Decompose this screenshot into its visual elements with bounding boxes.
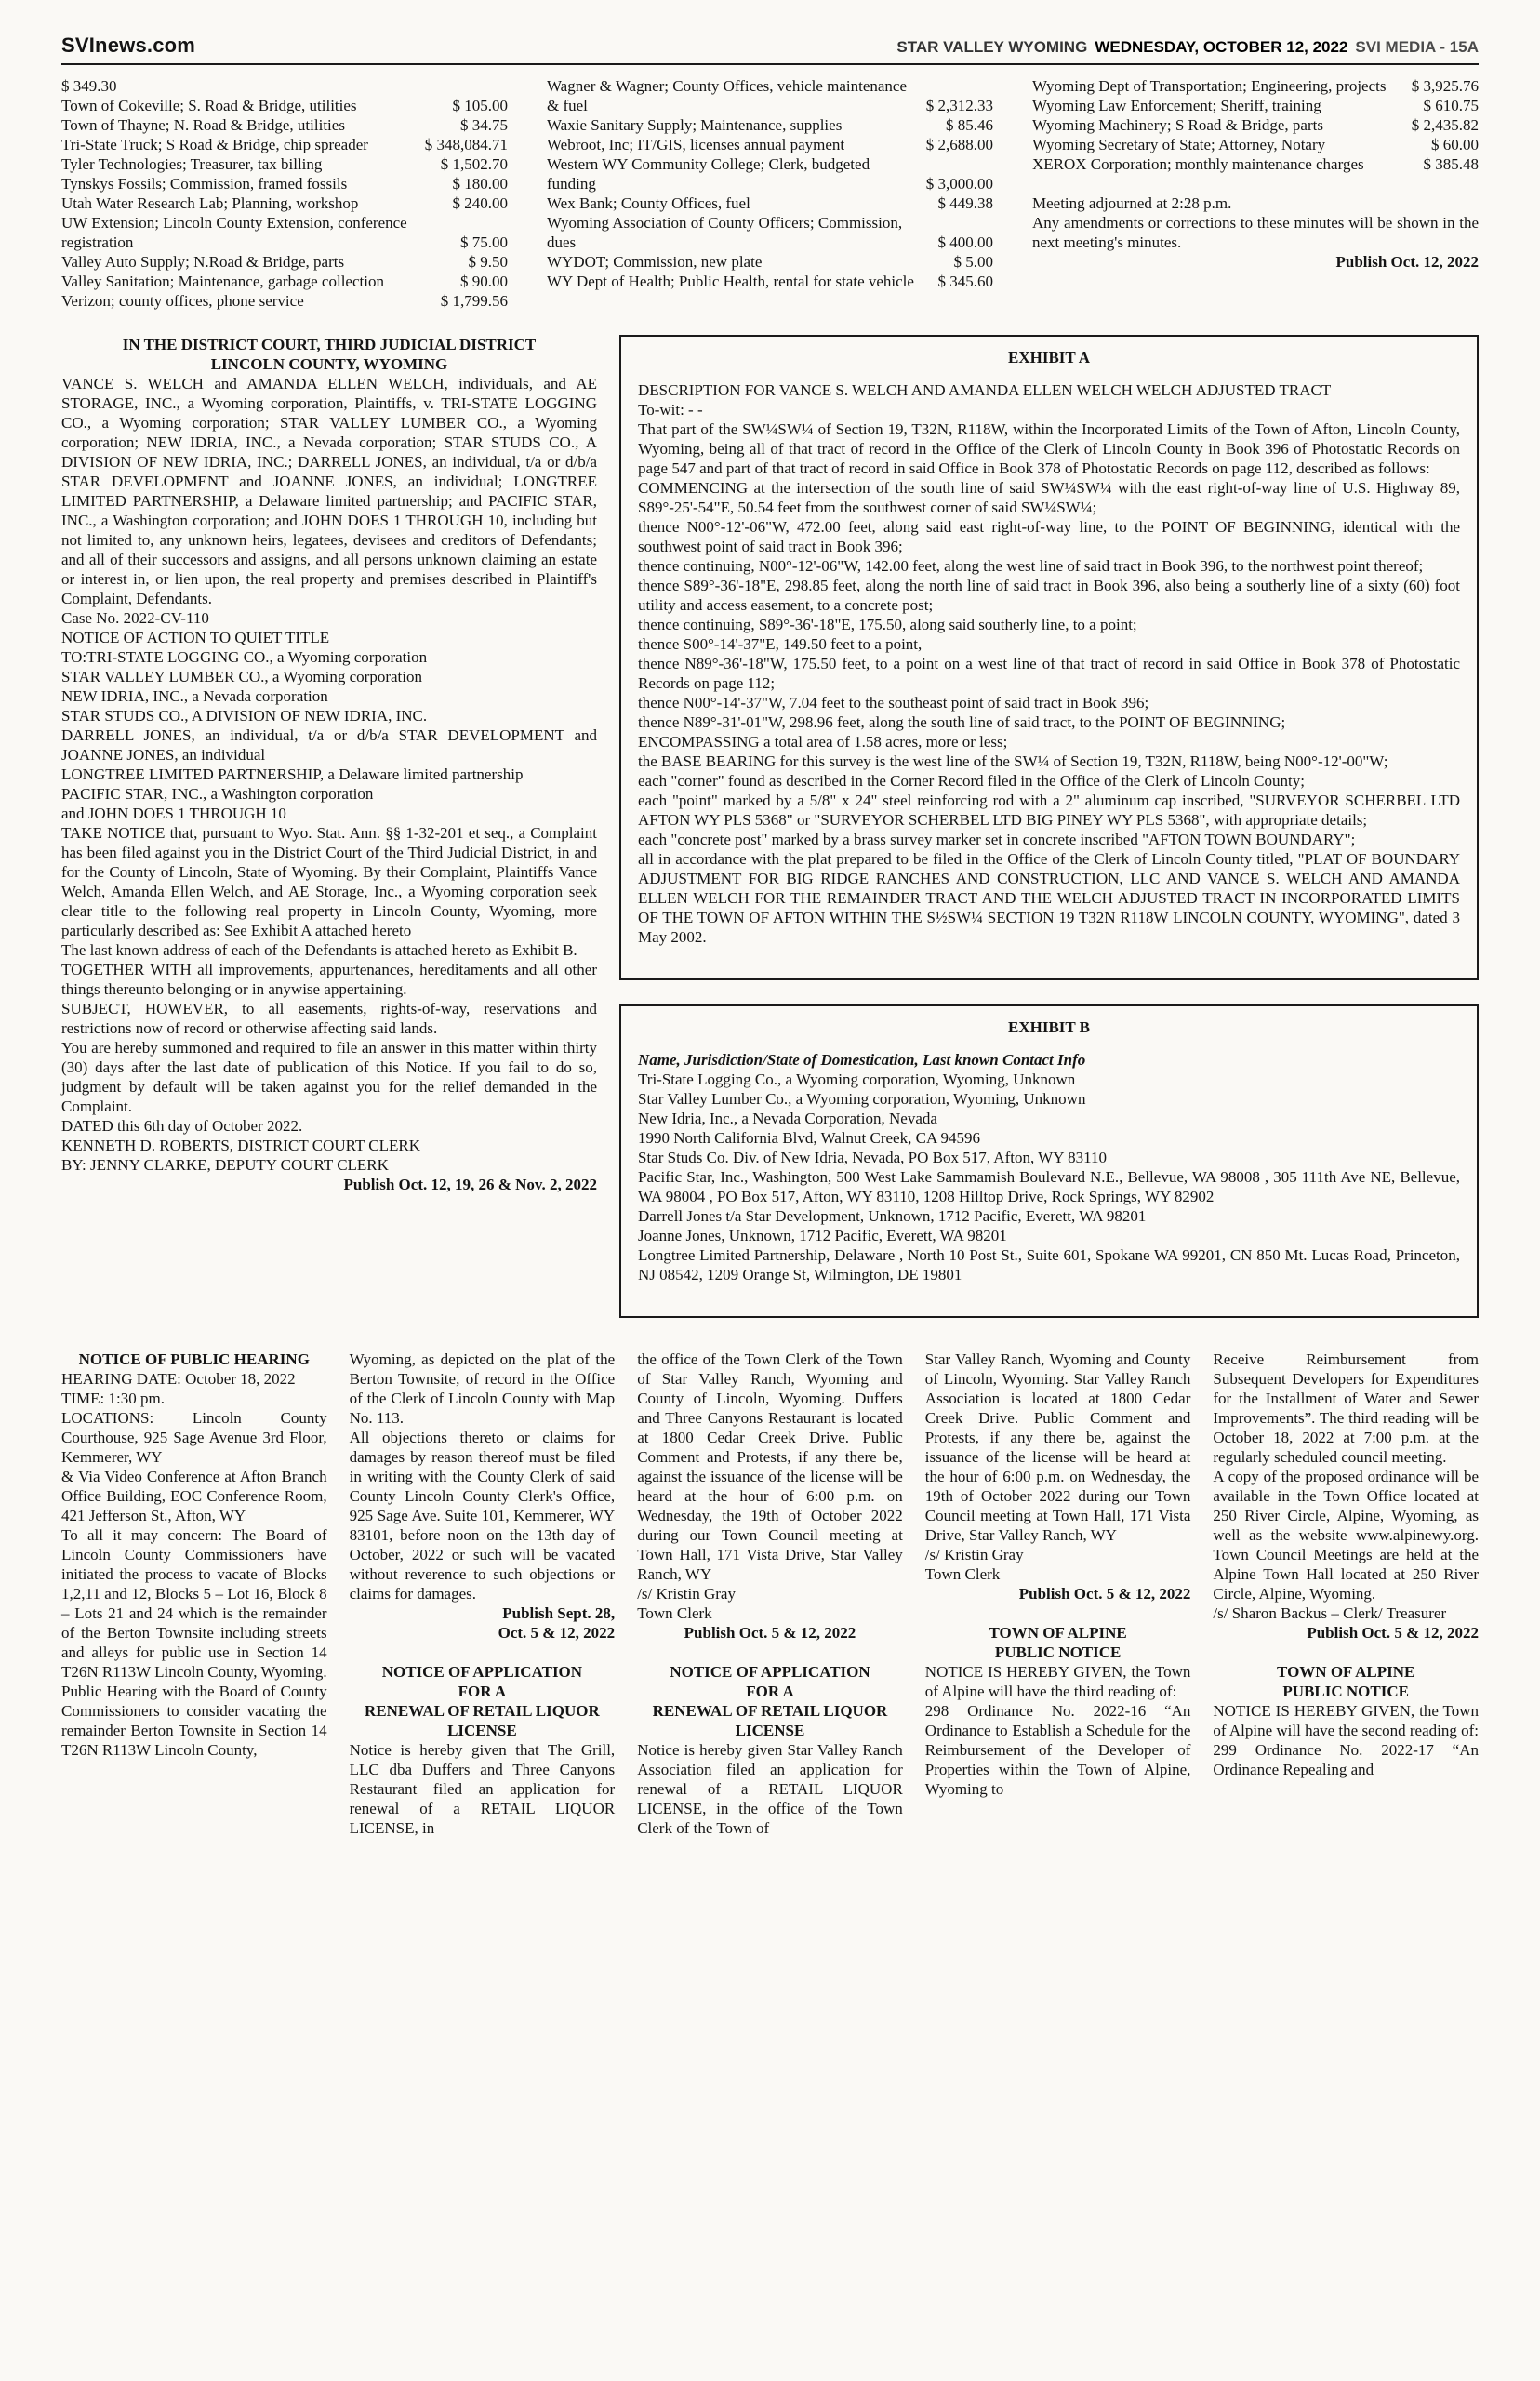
expense-row	[61, 135, 508, 154]
exhibit-line: Darrell Jones t/a Star Development, Unknown, 1712 Pacific, Everett, WA 98201	[638, 1207, 1147, 1225]
notice-paragraph	[350, 1643, 616, 1662]
notice-paragraph: NOTICE IS HEREBY GIVEN, the Town of Alpine will have the third reading of:	[924, 1663, 1191, 1700]
exhibit-paragraph: the BASE BEARING for this survey is the west line of the SW¼ of Section 19, T32N, R118W, being N00°-12'-00"W;	[638, 752, 1388, 770]
site-name: SVInews.com	[61, 33, 196, 57]
notice-paragraph: LICENSE	[735, 1722, 805, 1739]
exhibit-paragraph: thence N00°-12'-06"W, 472.00 feet, along said east right-of-way line, to the POINT OF BEGINNING, identical with the southwest point of said tract in Book 396;	[638, 518, 1460, 555]
notice-paragraph: PUBLIC NOTICE	[994, 1643, 1122, 1661]
expense-description: Wagner & Wagner; County Offices, vehicle maintenance & fuel	[547, 77, 908, 114]
expense-amount: $ 9.50	[468, 253, 508, 271]
expense-amount: $ 5.00	[953, 253, 993, 271]
expense-description: Waxie Sanitary Supply; Maintenance, supplies	[547, 116, 843, 134]
region-label: STAR VALLEY WYOMING	[896, 38, 1088, 56]
expense-row	[61, 96, 508, 115]
expenses-column-2	[547, 76, 993, 311]
expense-row	[1032, 115, 1479, 135]
expense-amount: $ 2,435.82	[1411, 116, 1479, 134]
notice-paragraph	[1213, 1643, 1479, 1662]
text-block: $ 349.30	[61, 77, 117, 95]
exhibit-paragraph: thence continuing, S89°-36'-18"E, 175.50, along said southerly line, to a point;	[638, 616, 1137, 633]
exhibit-line: Pacific Star, Inc., Washington, 500 West Lake Sammamish Boulevard N.E., Bellevue, WA 98008 , 305 111th Ave NE, Bellevue, WA 98004 , PO Box 517, Afton, WY 83110, 1208 Hilltop Drive, Rock Springs, WY 82902	[638, 1168, 1460, 1205]
notice-paragraph: STAR STUDS CO., A DIVISION OF NEW IDRIA, INC.	[61, 707, 428, 725]
text-block	[1032, 174, 1479, 193]
expense-amount: $ 1,799.56	[440, 292, 508, 310]
notice-paragraph: Publish Oct. 12, 19, 26 & Nov. 2, 2022	[343, 1176, 597, 1193]
notice-column-1	[61, 1350, 327, 1838]
notice-paragraph: RENEWAL OF RETAIL LIQUOR	[365, 1702, 600, 1720]
county-expenses-section	[61, 76, 1479, 311]
exhibit-paragraph: thence N89°-31'-01"W, 298.96 feet, along the south line of said tract, to the POINT OF BEGINNING;	[638, 713, 1286, 731]
expense-amount: $ 3,000.00	[925, 175, 993, 193]
exhibit-paragraph: each "corner" found as described in the Corner Record filed in the Office of the Clerk of Lincoln County;	[638, 772, 1305, 790]
expense-row	[547, 76, 993, 115]
notice-paragraph: PACIFIC STAR, INC., a Washington corporation	[61, 785, 374, 803]
expense-row	[61, 193, 508, 213]
expense-row	[547, 272, 993, 291]
expense-description: Western WY Community College; Clerk, budgeted funding	[547, 155, 870, 193]
exhibit-paragraph: DESCRIPTION FOR VANCE S. WELCH AND AMANDA ELLEN WELCH WELCH ADJUSTED TRACT	[638, 381, 1332, 399]
exhibit-b-box	[619, 1004, 1479, 1318]
expense-description: XEROX Corporation; monthly maintenance charges	[1032, 155, 1364, 173]
expenses-col1-lead	[61, 76, 508, 96]
expense-amount: $ 34.75	[460, 116, 508, 134]
exhibit-line: Star Studs Co. Div. of New Idria, Nevada, PO Box 517, Afton, WY 83110	[638, 1149, 1107, 1166]
notice-paragraph: Public Hearing with the Board of County Commissioners to consider vacating the remainder Berton Townsite in Section 14 T26N R113W Lincoln County,	[61, 1683, 327, 1759]
expenses-col2-rows	[547, 76, 993, 291]
notice-paragraph: DARRELL JONES, an individual, t/a or d/b/a STAR DEVELOPMENT and JOANNE JONES, an individual	[61, 726, 597, 764]
exhibit-line: Star Valley Lumber Co., a Wyoming corporation, Wyoming, Unknown	[638, 1090, 1086, 1108]
expense-amount: $ 385.48	[1423, 155, 1479, 173]
exhibit-paragraph: thence N00°-14'-37"W, 7.04 feet to the southeast point of said tract in Book 396;	[638, 694, 1149, 712]
expense-amount: $ 348,084.71	[424, 136, 508, 153]
notice-paragraph: NOTICE OF ACTION TO QUIET TITLE	[61, 629, 330, 646]
expense-description: Wyoming Machinery; S Road & Bridge, parts	[1032, 116, 1323, 134]
notice-paragraph: All objections thereto or claims for damages by reason thereof must be filed in writing with the County Clerk of said County Lincoln County Clerk's Office, 925 Sage Ave. Suite 101, Kemmerer, WY 83101, before noon on the 13th day of October, 2022 or such will be vacated without reverence to such objections or claims for damages.	[349, 1429, 616, 1603]
exhibit-paragraph: each "concrete post" marked by a brass survey marker set in concrete inscribed "AFTON TOWN BOUNDARY";	[638, 831, 1356, 848]
expense-amount: $ 2,688.00	[925, 136, 993, 153]
notice-paragraph: Notice is hereby given Star Valley Ranch Association filed an application for renewal of a RETAIL LIQUOR LICENSE, in the office of the Town Clerk of the Town of	[637, 1741, 903, 1837]
notice-paragraph: Case No. 2022-CV-110	[61, 609, 209, 627]
notice-paragraph: Star Valley Ranch, Wyoming and County of Lincoln, Wyoming. Star Valley Ranch Association is located at 1800 Cedar Creek Drive. Public Comment and Protests, if any there be, against the issuance of the license will be heard at the hour of 6:00 p.m. on Wednesday, the 19th of October 2022 during our Town Council meeting at Town Hall, 171 Vista Drive, Star Valley Ranch, WY	[924, 1350, 1191, 1544]
text-block: Any amendments or corrections to these minutes will be shown in the next meeting's minutes.	[1032, 214, 1479, 251]
notice-paragraph: The last known address of each of the Defendants is attached hereto as Exhibit B.	[61, 941, 578, 959]
exhibit-paragraph: To-wit: - -	[638, 401, 703, 419]
expense-description: UW Extension; Lincoln County Extension, conference registration	[61, 214, 407, 251]
expense-description: WY Dept of Health; Public Health, rental for state vehicle	[547, 273, 914, 290]
notice-paragraph: Oct. 5 & 12, 2022	[498, 1624, 616, 1642]
expense-amount: $ 1,502.70	[440, 155, 508, 173]
notice-paragraph: To all it may concern: The Board of Lincoln County Commissioners have initiated the process to vacate of Blocks 1,2,11 and 12, Blocks 5 – Lot 16, Block 8 – Lots 21 and 24 which is the remainder of the Berton Townsite including streets and alleys for public use in Section 14 T26N R113W Lincoln County, Wyoming.	[61, 1526, 327, 1681]
expense-amount: $ 345.60	[937, 273, 993, 290]
exhibit-line: 1990 North California Blvd, Walnut Creek, CA 94596	[638, 1129, 981, 1147]
exhibit-paragraph: each "point" marked by a 5/8" x 24" steel reinforcing rod with a 2" aluminum cap inscribed, "SURVEYOR SCHERBEL LTD AFTON WY PLS 5368" or "SURVEYOR SCHERBEL LTD BIG PINEY WY PLS 5368", with appropriate details;	[638, 791, 1460, 829]
expense-row	[61, 115, 508, 135]
exhibit-line: New Idria, Inc., a Nevada Corporation, Nevada	[638, 1110, 937, 1127]
expense-amount: $ 610.75	[1423, 97, 1479, 114]
expense-row	[61, 154, 508, 174]
notice-column-3	[637, 1350, 903, 1838]
notice-column-2	[350, 1350, 616, 1838]
expense-amount: $ 2,312.33	[925, 97, 993, 114]
expense-row	[547, 213, 993, 252]
notice-paragraph: the office of the Town Clerk of the Town of Star Valley Ranch, Wyoming and County of Lincoln, Wyoming. Duffers and Three Canyons Restaurant is located at 1800 Cedar Creek Drive. Public Comment and Protests, if any there be, against the issuance of the license will be heard at the hour of 6:00 p.m. on Wednesday, the 19th of October 2022 during our Town Council meeting at Town Hall, 171 Vista Drive, Star Valley Ranch, WY	[637, 1350, 903, 1583]
notice-paragraph: Publish Oct. 5 & 12, 2022	[1018, 1585, 1191, 1603]
notice-paragraph: 299 Ordinance No. 2022-17 “An Ordinance Repealing and	[1213, 1741, 1479, 1778]
expense-description: Webroot, Inc; IT/GIS, licenses annual payment	[547, 136, 845, 153]
notice-paragraph: BY: JENNY CLARKE, DEPUTY COURT CLERK	[61, 1156, 389, 1174]
expense-amount: $ 180.00	[452, 175, 508, 193]
notice-paragraph: TIME: 1:30 pm.	[61, 1390, 165, 1407]
notice-paragraph: /s/ Sharon Backus – Clerk/ Treasurer	[1213, 1604, 1447, 1622]
notice-paragraph: DATED this 6th day of October 2022.	[61, 1117, 303, 1135]
expense-row	[1032, 135, 1479, 154]
page-folio	[896, 37, 1479, 57]
public-notices-section	[61, 1350, 1479, 1838]
expenses-col1-rows	[61, 96, 508, 311]
notice-paragraph: TOWN OF ALPINE	[1277, 1663, 1415, 1681]
expenses-column-3	[1032, 76, 1479, 311]
minutes-closing	[1032, 174, 1479, 272]
notice-paragraph: IN THE DISTRICT COURT, THIRD JUDICIAL DISTRICT	[122, 336, 537, 353]
notice-paragraph: & Via Video Conference at Afton Branch Office Building, EOC Conference Room, 421 Jefferson St., Afton, WY	[61, 1468, 327, 1524]
expense-description: Town of Cokeville; S. Road & Bridge, utilities	[61, 97, 357, 114]
notice-paragraph: TOGETHER WITH all improvements, appurtenances, hereditaments and all other things thereunto belonging or in anywise appertaining.	[61, 961, 597, 998]
exhibit-line: Longtree Limited Partnership, Delaware , North 10 Post St., Suite 601, Spokane WA 99201, CN 850 Mt. Lucas Road, Princeton, NJ 08542, 1209 Orange St, Wilmington, DE 19801	[638, 1246, 1460, 1284]
exhibit-a-body	[638, 380, 1460, 947]
exhibit-paragraph: all in accordance with the plat prepared to be filed in the Office of the Clerk of Lincoln County titled, "PLAT OF BOUNDARY ADJUSTMENT FOR BIG RIDGE RANCHES AND CONSTRUCTION, LLC AND VANCE S. WELCH AND AMANDA ELLEN WELCH FOR THE REMAINDER TRACT AND THE WELCH ADJUSTED TRACT IN INCORPORATED LIMITS OF THE TOWN OF AFTON WITHIN THE S½SW¼ SECTION 19 T32N R118W LINCOLN COUNTY, WYOMING", dated 3 May 2002.	[638, 850, 1460, 946]
notice-paragraph: LOCATIONS: Lincoln County Courthouse, 925 Sage Avenue 3rd Floor, Kemmerer, WY	[61, 1409, 327, 1466]
expense-row	[547, 252, 993, 272]
notice-paragraph: RENEWAL OF RETAIL LIQUOR	[652, 1702, 888, 1720]
notice-paragraph: TOWN OF ALPINE	[989, 1624, 1127, 1642]
exhibits-column	[619, 335, 1479, 1318]
exhibit-a-box	[619, 335, 1479, 980]
exhibit-line: Joanne Jones, Unknown, 1712 Pacific, Everett, WA 98201	[638, 1227, 1007, 1244]
issue-date: WEDNESDAY, OCTOBER 12, 2022	[1095, 38, 1348, 56]
notice-paragraph: A copy of the proposed ordinance will be available in the Town Office located at 250 River Circle, Alpine, Wyoming, as well as the website www.alpinewy.org. Town Council Meetings are held at the Alpine Town Hall located at 250 River Circle, Alpine, Wyoming.	[1213, 1468, 1479, 1603]
expense-description: Tynskys Fossils; Commission, framed fossils	[61, 175, 348, 193]
exhibit-a-title: EXHIBIT A	[1007, 349, 1091, 366]
notice-col1-body	[61, 1350, 327, 1760]
notice-paragraph: 298 Ordinance No. 2022-16 “An Ordinance to Establish a Schedule for the Reimbursement of the Developer of Properties within the Town of Alpine, Wyoming to	[924, 1702, 1191, 1798]
exhibit-paragraph: COMMENCING at the intersection of the south line of said SW¼SW¼ with the east right-of-way line of U.S. Highway 89, S89°-25'-54"E, 50.54 feet from the southwest corner of said SW¼SW¼;	[638, 479, 1460, 516]
notice-paragraph: Receive Reimbursement from Subsequent Developers for Expenditures for the Installment of Water and Sewer Improvements”. The third reading will be October 18, 2022 at 7:00 p.m. at the regularly scheduled council meeting.	[1213, 1350, 1479, 1466]
expense-row	[61, 252, 508, 272]
notice-paragraph: FOR A	[746, 1683, 794, 1700]
notice-paragraph: PUBLIC NOTICE	[1282, 1683, 1409, 1700]
notice-paragraph: Town Clerk	[637, 1604, 712, 1622]
expense-row	[547, 193, 993, 213]
expense-row	[547, 154, 993, 193]
notice-paragraph: /s/ Kristin Gray	[924, 1546, 1024, 1563]
exhibit-paragraph: thence S00°-14'-37"E, 149.50 feet to a point,	[638, 635, 923, 653]
exhibit-paragraph: thence S89°-36'-18"E, 298.85 feet, along the north line of said tract in Book 396, also being a southerly line of a sixty (60) foot utility and access easement, to a concrete post;	[638, 577, 1460, 614]
exhibit-paragraph: That part of the SW¼SW¼ of Section 19, T32N, R118W, within the Incorporated Limits of the Town of Afton, Lincoln County, Wyoming, being all of that tract of record in the Office of the Clerk of Lincoln County in Book 396 of Photostatic Records on page 547 and part of that tract of record in said Office in Book 378 of Photostatic Records on page 112, described as follows:	[638, 420, 1460, 477]
page-header	[61, 35, 1479, 65]
notice-paragraph: SUBJECT, HOWEVER, to all easements, rights-of-way, reservations and restrictions now of record or otherwise affecting said lands.	[61, 1000, 597, 1037]
expense-description: Tyler Technologies; Treasurer, tax billing	[61, 155, 323, 173]
notice-col2-body	[350, 1350, 616, 1838]
exhibit-line: Tri-State Logging Co., a Wyoming corporation, Wyoming, Unknown	[638, 1071, 1076, 1088]
expense-description: Town of Thayne; N. Road & Bridge, utilities	[61, 116, 345, 134]
expense-description: Tri-State Truck; S Road & Bridge, chip spreader	[61, 136, 368, 153]
notice-paragraph: You are hereby summoned and required to file an answer in this matter within thirty (30) days after the last date of publication of this Notice. If you fail to do so, judgment by default will be taken against you for the relief demanded in the Complaint.	[61, 1039, 597, 1115]
notice-paragraph: NOTICE OF PUBLIC HEARING	[78, 1350, 310, 1368]
exhibit-line: Name, Jurisdiction/State of Domestication, Last known Contact Info	[638, 1051, 1086, 1069]
media-page-number: SVI MEDIA - 15A	[1355, 38, 1479, 56]
notice-col5-body	[1213, 1350, 1479, 1779]
expense-description: WYDOT; Commission, new plate	[547, 253, 763, 271]
notice-paragraph: VANCE S. WELCH and AMANDA ELLEN WELCH, individuals, and AE STORAGE, INC., a Wyoming corporation, Plaintiffs, v. TRI-STATE LOGGING CO., a Wyoming corporation; STAR VALLEY LUMBER CO., a Wyoming corporation; NEW IDRIA, INC., a Nevada corporation; STAR STUDS CO., A DIVISION OF NEW IDRIA, INC.; DARRELL JONES, an individual, t/a or d/b/a STAR DEVELOPMENT and JOANNE JONES, an individual; LONGTREE LIMITED PARTNERSHIP, a Delaware limited partnership; and PACIFIC STAR, INC., a Washington corporation; and JOHN DOES 1 THROUGH 10, including but not limited to, any unknown heirs, legatees, devisees and creditors of Defendants; and all of their successors and assigns, and all persons unknown claiming an estate or interest in, or lien upon, the real property and premises described in Plaintiff's Complaint, Defendants.	[61, 375, 597, 607]
expense-row	[547, 135, 993, 154]
notice-paragraph: Wyoming, as depicted on the plat of the Berton Townsite, of record in the Office of the Clerk of Lincoln County with Map No. 113.	[349, 1350, 616, 1427]
expense-amount: $ 90.00	[460, 273, 508, 290]
exhibit-paragraph: thence N89°-36'-18"W, 175.50 feet, to a point on a west line of that tract of record in said Office in Book 378 of Photostatic Records on page 112;	[638, 655, 1460, 692]
notice-paragraph: Town Clerk	[924, 1565, 1001, 1583]
district-court-notice-body	[61, 335, 597, 1194]
expense-description: Wyoming Association of County Officers; Commission, dues	[547, 214, 903, 251]
expense-description: Wex Bank; County Offices, fuel	[547, 194, 750, 212]
notice-paragraph: NOTICE OF APPLICATION	[670, 1663, 870, 1681]
notice-paragraph: LONGTREE LIMITED PARTNERSHIP, a Delaware limited partnership	[61, 765, 524, 783]
exhibit-b-body	[638, 1050, 1460, 1284]
expense-row	[1032, 76, 1479, 96]
exhibit-b-title: EXHIBIT B	[1007, 1018, 1091, 1036]
expense-description: Valley Auto Supply; N.Road & Bridge, parts	[61, 253, 345, 271]
exhibit-paragraph: ENCOMPASSING a total area of 1.58 acres, more or less;	[638, 733, 1008, 751]
notice-paragraph: /s/ Kristin Gray	[637, 1585, 736, 1603]
expense-description: Valley Sanitation; Maintenance, garbage collection	[61, 273, 384, 290]
notice-paragraph: HEARING DATE: October 18, 2022	[61, 1370, 296, 1388]
expense-amount: $ 240.00	[452, 194, 508, 212]
district-court-notice	[61, 335, 597, 1318]
notice-paragraph: TAKE NOTICE that, pursuant to Wyo. Stat. Ann. §§ 1-32-201 et seq., a Complaint has been filed against you in the District Court of the Third Judicial District, in and for the County of Lincoln, State of Wyoming. By their Complaint, Plaintiffs Vance Welch, Amanda Ellen Welch, and AE Storage, Inc., a Wyoming corporation seek clear title to the following real property in Lincoln County, Wyoming, more particularly described as: See Exhibit A attached hereto	[61, 824, 597, 939]
expense-row	[61, 291, 508, 311]
notice-paragraph: LICENSE	[447, 1722, 517, 1739]
notice-col4-body	[925, 1350, 1191, 1799]
notice-paragraph: Publish Oct. 5 & 12, 2022	[1307, 1624, 1479, 1642]
expense-amount: $ 60.00	[1431, 136, 1479, 153]
exhibit-paragraph: thence continuing, N00°-12'-06"W, 142.00 feet, along the west line of said tract in Book 396, to the northwest point thereof;	[638, 557, 1424, 575]
expense-description: Verizon; county offices, phone service	[61, 292, 304, 310]
expense-amount: $ 105.00	[452, 97, 508, 114]
expense-description: Wyoming Secretary of State; Attorney, Notary	[1032, 136, 1326, 153]
legal-notice-section	[61, 335, 1479, 1318]
notice-column-5	[1213, 1350, 1479, 1838]
notice-column-4	[925, 1350, 1191, 1838]
notice-col3-body	[637, 1350, 903, 1838]
notice-paragraph: Publish Sept. 28,	[502, 1604, 616, 1622]
notice-paragraph: Publish Oct. 5 & 12, 2022	[684, 1624, 856, 1642]
text-block: Publish Oct. 12, 2022	[1335, 253, 1479, 271]
notice-paragraph: and JOHN DOES 1 THROUGH 10	[61, 805, 286, 822]
expense-amount: $ 400.00	[937, 233, 993, 251]
expense-row	[61, 213, 508, 252]
notice-paragraph: Notice is hereby given that The Grill, LLC dba Duffers and Three Canyons Restaurant filed an application for renewal of a RETAIL LIQUOR LICENSE, in	[349, 1741, 616, 1837]
expense-amount: $ 3,925.76	[1411, 77, 1479, 95]
notice-paragraph: FOR A	[458, 1683, 507, 1700]
expense-row	[61, 272, 508, 291]
expense-row	[547, 115, 993, 135]
expense-row	[1032, 96, 1479, 115]
expense-amount: $ 75.00	[460, 233, 508, 251]
expense-amount: $ 85.46	[946, 116, 993, 134]
notice-paragraph: TO:TRI-STATE LOGGING CO., a Wyoming corporation	[61, 648, 428, 666]
notice-paragraph: NEW IDRIA, INC., a Nevada corporation	[61, 687, 328, 705]
notice-paragraph: KENNETH D. ROBERTS, DISTRICT COURT CLERK	[61, 1137, 420, 1154]
notice-paragraph	[637, 1643, 903, 1662]
notice-paragraph: NOTICE OF APPLICATION	[381, 1663, 583, 1681]
notice-paragraph: LINCOLN COUNTY, WYOMING	[210, 355, 448, 373]
expenses-column-1	[61, 76, 508, 311]
notice-paragraph	[925, 1603, 1191, 1623]
expense-description: Wyoming Dept of Transportation; Engineering, projects	[1032, 77, 1387, 95]
expense-row	[1032, 154, 1479, 174]
notice-paragraph: NOTICE IS HEREBY GIVEN, the Town of Alpine will have the second reading of:	[1213, 1702, 1480, 1739]
expense-amount: $ 449.38	[937, 194, 993, 212]
text-block: Meeting adjourned at 2:28 p.m.	[1032, 194, 1232, 212]
expenses-col3-rows	[1032, 76, 1479, 174]
expense-description: Wyoming Law Enforcement; Sheriff, training	[1032, 97, 1321, 114]
expense-row	[61, 174, 508, 193]
notice-paragraph: STAR VALLEY LUMBER CO., a Wyoming corporation	[61, 668, 422, 685]
expense-description: Utah Water Research Lab; Planning, workshop	[61, 194, 359, 212]
